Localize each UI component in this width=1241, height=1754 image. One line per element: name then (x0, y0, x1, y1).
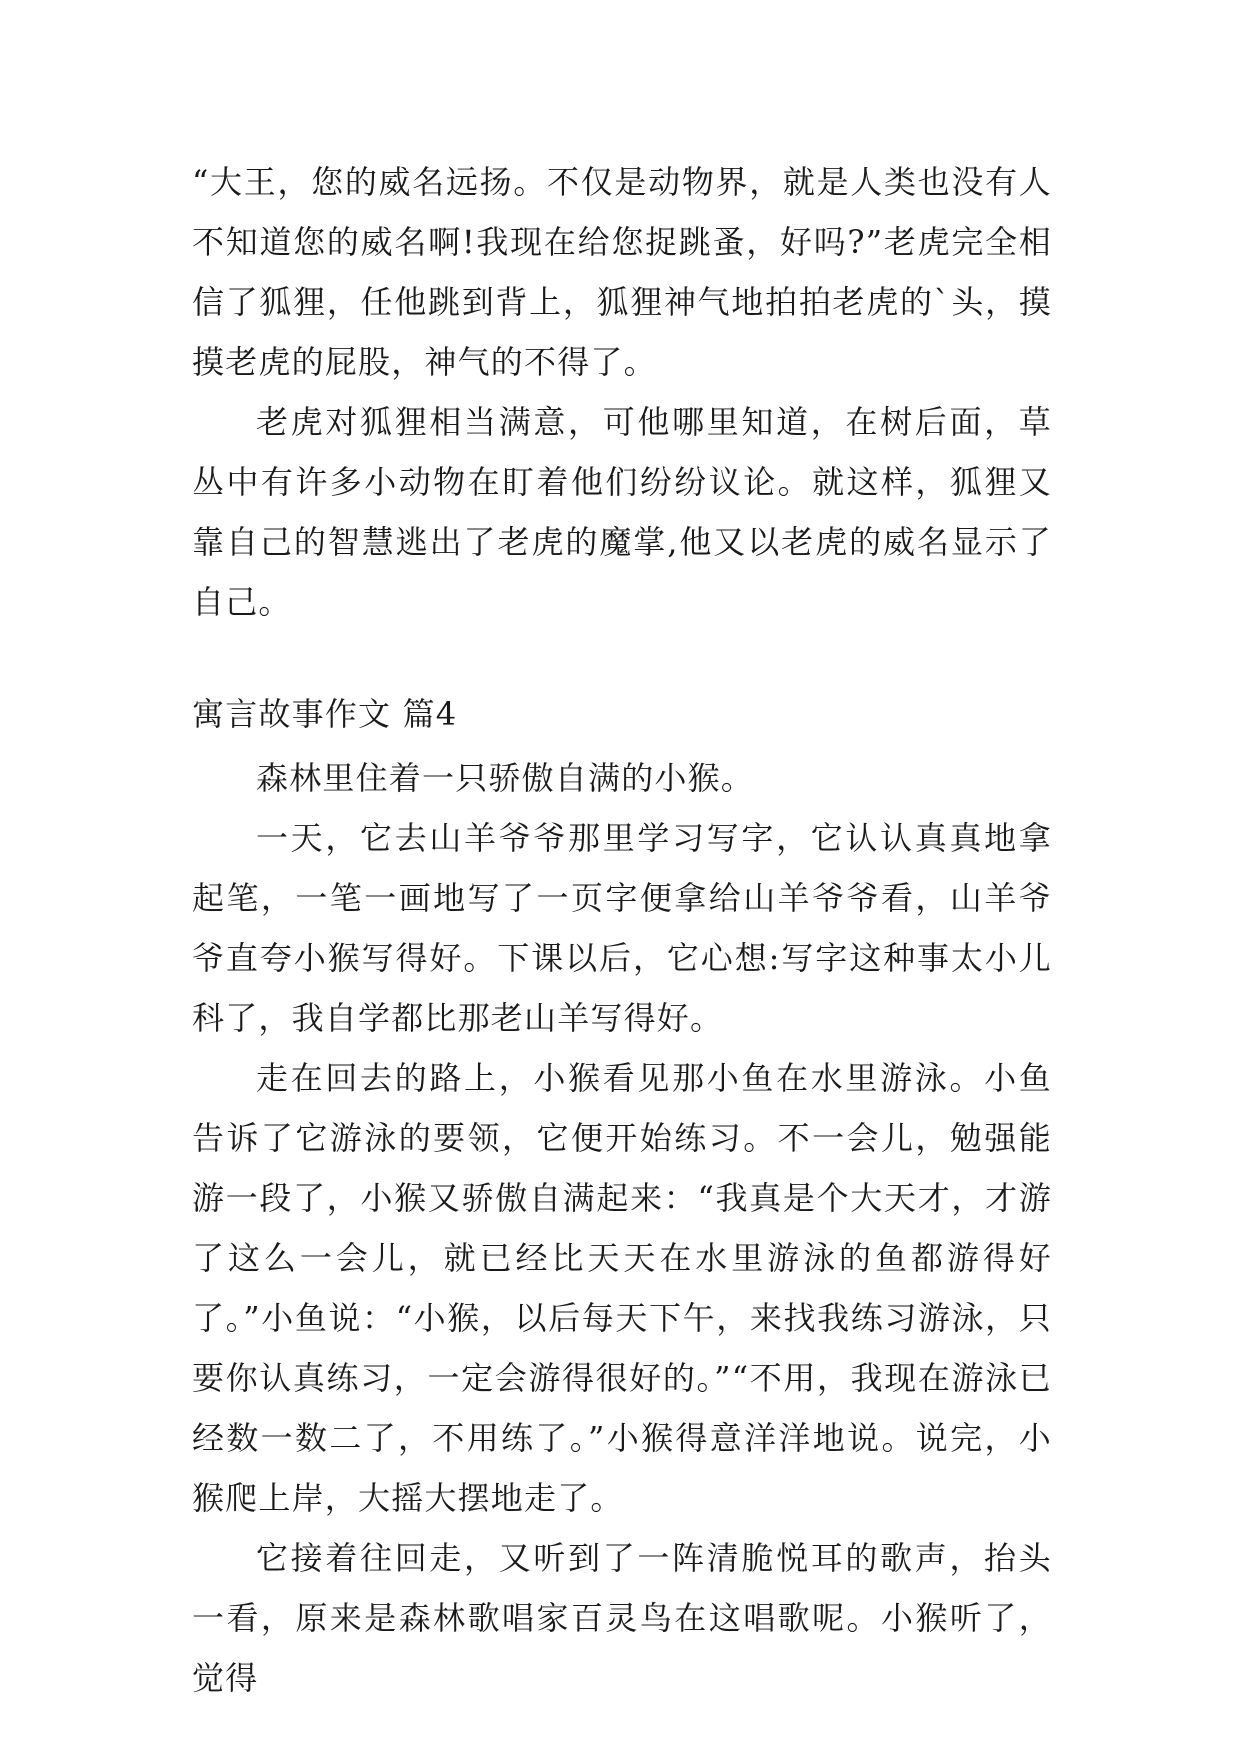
paragraph-6: 它接着往回走，又听到了一阵清脆悦耳的歌声，抬头一看，原来是森林歌唱家百灵鸟在这唱歌呢。小猴听了，觉得 (192, 1539, 1052, 1697)
paragraph-2: 老虎对狐狸相当满意，可他哪里知道，在树后面，草丛中有许多小动物在盯着他们纷纷议论。就这样，狐狸又靠自己的智慧逃出了老虎的魔掌,他又以老虎的威名显示了自己。 (192, 403, 1052, 621)
paragraph-3: 森林里住着一只骄傲自满的小猴。 (256, 759, 755, 797)
paragraph-1: “大王，您的威名远扬。不仅是动物界，就是人类也没有人不知道您的威名啊!我现在给您捉跳蚤，好吗?”老虎完全相信了狐狸，任他跳到背上，狐狸神气地拍拍老虎的`头，摸摸老虎的屁股，神气的不得了。 (192, 163, 1052, 381)
paragraph-4: 一天，它去山羊爷爷那里学习写字，它认认真真地拿起笔，一笔一画地写了一页字便拿给山羊爷爷看，山羊爷爷直夸小猴写得好。下课以后，它心想:写字这种事太小儿科了，我自学都比那老山羊写得好。 (192, 819, 1052, 1037)
document-page (192, 152, 1052, 1708)
paragraph-5: 走在回去的路上，小猴看见那小鱼在水里游泳。小鱼告诉了它游泳的要领，它便开始练习。不一会儿，勉强能游一段了，小猴又骄傲自满起来：“我真是个大天才，才游了这么一会儿，就已经比天天在水里游泳的鱼都游得好了。”小鱼说：“小猴，以后每天下午，来找我练习游泳，只要你认真练习，一定会游得很好的。”“不用，我现在游泳已经数一数二了，不用练了。”小猴得意洋洋地说。说完，小猴爬上岸，大摇大摆地走了。 (192, 1059, 1052, 1517)
section-heading: 寓言故事作文 篇4 (192, 695, 458, 733)
